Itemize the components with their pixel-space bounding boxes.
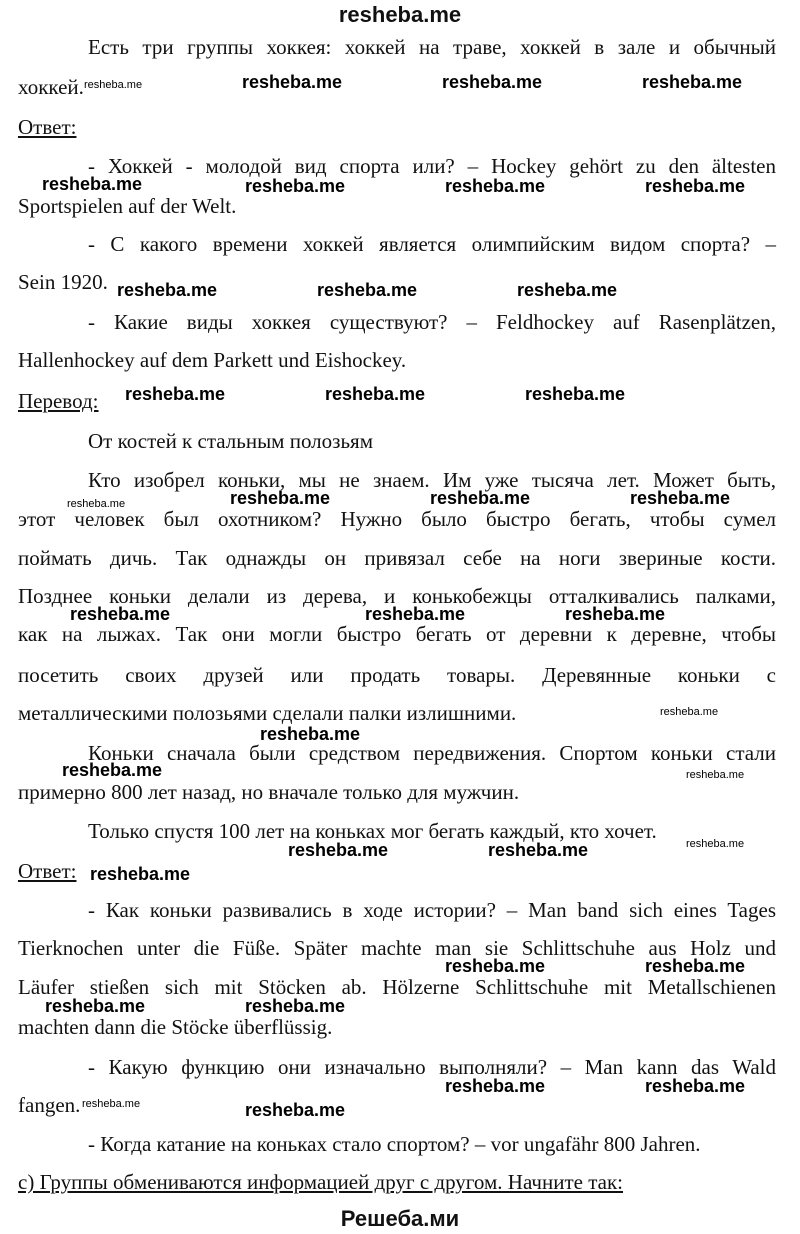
watermark: resheba.me [488, 840, 589, 860]
text-line: - Какие виды хоккея существуют? – Feldhockey auf Rasenplätzen, [88, 310, 776, 334]
text-line: посетить своих друзей или продать товары. Деревянные коньки с [18, 663, 776, 687]
watermark: resheba.me [317, 280, 418, 300]
watermark: resheba.me [245, 1100, 346, 1120]
watermark-small: resheba.me [686, 838, 745, 850]
watermark: resheba.me [70, 604, 171, 624]
text-line: - Когда катание на коньках стало спортом? – vor ungafähr 800 Jahren. [88, 1132, 701, 1156]
watermark: resheba.me [117, 280, 218, 300]
text-line: - С какого времени хоккей является олимпийским видом спорта? – [88, 232, 776, 256]
answer-label: Ответ: [18, 115, 77, 139]
watermark: resheba.me [260, 724, 361, 744]
watermark-small: resheba.me [67, 498, 126, 510]
watermark: resheba.me [325, 384, 426, 404]
watermark: resheba.me [525, 384, 626, 404]
text-line: металлическими полозьями сделали палки излишними. [18, 701, 517, 725]
watermark: resheba.me [245, 176, 346, 196]
watermark: resheba.me [230, 488, 331, 508]
task-instruction: с) Группы обмениваются информацией друг с другом. Начните так: [18, 1170, 624, 1194]
watermark: resheba.me [288, 840, 389, 860]
watermark: resheba.me [430, 488, 531, 508]
site-footer: Решеба.ми [340, 1206, 460, 1231]
text-line: fangen. [18, 1093, 81, 1117]
watermark: resheba.me [642, 72, 743, 92]
text-line: - Хоккей - молодой вид спорта или? – Hockey gehört zu den ältesten [88, 154, 776, 178]
watermark: resheba.me [565, 604, 666, 624]
text-line: Кто изобрел коньки, мы не знаем. Им уже тысяча лет. Может быть, [88, 468, 776, 492]
text-line: Коньки сначала были средством передвижения. Спортом коньки стали [88, 741, 776, 765]
watermark: resheba.me [517, 280, 618, 300]
text-line: Läufer stießen sich mit Stöcken ab. Hölzerne Schlittschuhe mit Metallschienen [18, 975, 776, 999]
watermark: resheba.me [62, 760, 163, 780]
site-header: resheba.me [338, 2, 462, 27]
text-line: Есть три группы хоккея: хоккей на траве, хоккей в зале и обычный [88, 35, 776, 59]
watermark: resheba.me [630, 488, 731, 508]
text-line: Позднее коньки делали из дерева, и конькобежцы отталкивались палками, [18, 584, 776, 608]
text-line: machten dann die Stöcke überflüssig. [18, 1015, 333, 1039]
text-title: От костей к стальным полозьям [88, 429, 373, 453]
watermark: resheba.me [125, 384, 226, 404]
watermark: resheba.me [245, 996, 346, 1016]
watermark: resheba.me [445, 1076, 546, 1096]
text-line: Sein 1920. [18, 270, 108, 294]
watermark: resheba.me [45, 996, 146, 1016]
translation-label: Перевод: [18, 389, 99, 413]
watermark: resheba.me [42, 174, 143, 194]
watermark-small: resheba.me [84, 79, 143, 91]
watermark-small: resheba.me [82, 1098, 141, 1110]
watermark: resheba.me [90, 864, 191, 884]
text-line: поймать дичь. Так однажды он привязал себе на ноги звериные кости. [18, 546, 776, 570]
text-line: хоккей. [18, 75, 84, 99]
text-line: Sportspielen auf der Welt. [18, 194, 237, 218]
watermark: resheba.me [445, 176, 546, 196]
text-line: Tierknochen unter die Füße. Später machte man sie Schlittschuhe aus Holz und [18, 936, 776, 960]
watermark-small: resheba.me [660, 706, 719, 718]
text-line: - Как коньки развивались в ходе истории? – Man band sich eines Tages [88, 898, 776, 922]
watermark: resheba.me [442, 72, 543, 92]
text-line: этот человек был охотником? Нужно было быстро бегать, чтобы сумел [18, 507, 776, 531]
watermark: resheba.me [445, 956, 546, 976]
watermark: resheba.me [242, 72, 343, 92]
watermark: resheba.me [365, 604, 466, 624]
text-line: как на лыжах. Так они могли быстро бегать от деревни к деревне, чтобы [18, 622, 776, 646]
watermark: resheba.me [645, 956, 746, 976]
watermark: resheba.me [645, 1076, 746, 1096]
text-line: Hallenhockey auf dem Parkett und Eishockey. [18, 348, 407, 372]
watermark: resheba.me [645, 176, 746, 196]
text-line: Только спустя 100 лет на коньках мог бегать каждый, кто хочет. [88, 819, 657, 843]
text-line: - Какую функцию они изначально выполняли? – Man kann das Wald [88, 1055, 776, 1079]
watermark-small: resheba.me [686, 769, 745, 781]
text-line: примерно 800 лет назад, но вначале только для мужчин. [18, 780, 520, 804]
answer-label: Ответ: [18, 859, 77, 883]
